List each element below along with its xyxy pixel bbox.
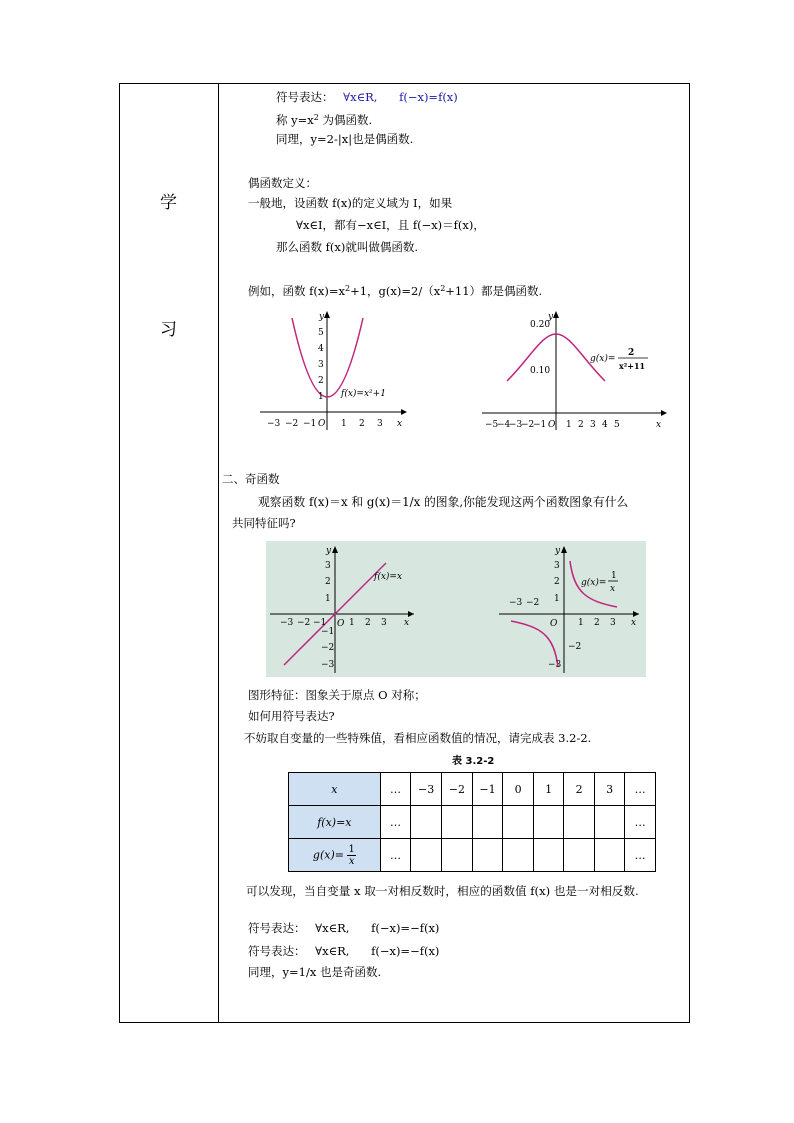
row-header-g: g(x)= $\frac{1}{x}$ — [289, 839, 381, 872]
table-cell[interactable] — [533, 839, 563, 872]
x-tick: −3 — [280, 618, 294, 628]
y-arrow-icon — [553, 311, 559, 318]
table-cell[interactable] — [442, 839, 473, 872]
x-tick: 1 — [341, 419, 347, 429]
x-tick: 4 — [602, 420, 608, 430]
x-tick: 2 — [578, 420, 584, 430]
y-axis-name: y — [326, 546, 332, 556]
even-similarly-line: 同理，y=2-|x|也是偶函数. — [276, 132, 414, 146]
x-tick: −4 — [497, 420, 511, 430]
y-arrow-icon — [332, 546, 338, 553]
odd-similarly-line: 同理，y=1/x 也是奇函数. — [248, 965, 382, 979]
curve-label: g(x)= — [590, 354, 616, 364]
origin-label: O — [318, 419, 326, 429]
graph-parabola — [255, 308, 415, 433]
x-tick: −3 — [509, 420, 523, 430]
symbol-label: 符号表达： — [276, 90, 334, 104]
y-tick: −2 — [321, 643, 335, 653]
y-tick: 2 — [554, 577, 560, 587]
table-cell: … — [380, 839, 411, 872]
table-cell[interactable] — [564, 839, 594, 872]
odd-try-line: 不妨取自变量的一些特殊值，看相应函数值的情况，请完成表 3.2-2. — [244, 731, 592, 745]
y-tick: 3 — [318, 360, 324, 370]
y-tick: 1 — [318, 392, 324, 402]
x-tick: −2 — [526, 598, 540, 608]
table-cell: … — [625, 839, 656, 872]
odd-how-line: 如何用符号表达? — [248, 709, 335, 723]
column-divider — [218, 83, 219, 1023]
table-cell: … — [625, 806, 656, 839]
curve-label: f(x)=x²+1 — [341, 389, 386, 399]
table-caption: 表 3.2-2 — [452, 756, 495, 767]
x-tick: 1 — [578, 618, 584, 628]
y-tick: 4 — [318, 344, 324, 354]
x-axis-name: x — [656, 420, 662, 430]
table-cell: −1 — [472, 773, 503, 806]
y-tick: 0.10 — [530, 366, 551, 376]
even-definition-line1: 一般地，设函数 f(x)的定义域为 I，如果 — [248, 196, 453, 210]
y-axis-name: y — [555, 546, 561, 556]
table-cell: 2 — [564, 773, 594, 806]
y-tick: 3 — [554, 561, 560, 571]
x-tick: 3 — [610, 618, 616, 628]
graph-line — [266, 541, 426, 677]
y-axis-name: y — [319, 312, 325, 322]
symbol-expr-equation: f(−x)=f(x) — [399, 90, 458, 104]
x-tick: −1 — [533, 420, 547, 430]
x-axis-name: x — [631, 618, 637, 628]
y-tick: 1 — [554, 594, 560, 604]
table-cell[interactable] — [442, 806, 473, 839]
y-tick: 2 — [325, 577, 331, 587]
odd-symbol-line2: 符号表达： ∀x∈R, f(−x)=−f(x) — [248, 944, 440, 958]
x-tick: 5 — [614, 420, 620, 430]
value-table — [288, 772, 656, 872]
table-row — [289, 773, 656, 806]
graph-hyperbola — [495, 541, 645, 677]
table-cell[interactable] — [533, 806, 563, 839]
x-axis-name: x — [404, 618, 410, 628]
x-arrow-icon — [633, 611, 639, 617]
table-cell[interactable] — [472, 839, 503, 872]
table-cell[interactable] — [564, 806, 594, 839]
table-cell: 3 — [594, 773, 624, 806]
y-tick: 0.20 — [530, 320, 551, 330]
even-definition-title: 偶函数定义： — [248, 176, 317, 190]
y-axis-name: y — [548, 312, 554, 322]
table-cell[interactable] — [472, 806, 503, 839]
odd-heading: 二、奇函数 — [222, 472, 280, 486]
row-header-x: x — [289, 773, 381, 806]
curve-label-numerator: 1 — [611, 571, 617, 581]
odd-observe-line2: 共同特征吗? — [232, 516, 296, 530]
y-tick: 2 — [318, 376, 324, 386]
y-arrow-icon — [561, 546, 567, 553]
table-cell[interactable] — [411, 806, 442, 839]
curve-label: g(x)= — [581, 578, 607, 588]
x-tick: −1 — [313, 618, 327, 628]
odd-feature-line: 图形特征：图象关于原点 O 对称； — [248, 688, 426, 702]
x-arrow-icon — [661, 410, 667, 416]
x-tick: 1 — [349, 618, 355, 628]
y-tick: −3 — [548, 660, 562, 670]
even-definition-line3: 那么函数 f(x)就叫做偶函数. — [276, 240, 419, 254]
table-cell: −3 — [411, 773, 442, 806]
symbol-expr-quantifier: ∀x∈R, — [343, 90, 378, 104]
table-cell: … — [380, 773, 411, 806]
fraction: $\frac{1}{x}$ — [348, 843, 355, 867]
side-label-study: 学 — [160, 193, 177, 213]
x-tick: −2 — [297, 618, 311, 628]
x-arrow-icon — [401, 409, 407, 415]
even-example-line: 例如，函数 $f(x)=x^2+1$，$g(x)=2/(x^2+11)$都是偶函数. — [248, 284, 543, 298]
even-call-line: 称 $y=x^2$ 为偶函数. — [276, 113, 373, 127]
curve-label-denominator: x — [610, 584, 616, 594]
even-definition-line2: ∀x∈I，都有−x∈I，且 f(−x)＝f(x)， — [296, 218, 485, 232]
side-label-practice: 习 — [160, 320, 177, 340]
x-tick: −2 — [285, 419, 299, 429]
x-tick: −3 — [509, 598, 523, 608]
x-arrow-icon — [408, 611, 414, 617]
y-tick: 1 — [325, 594, 331, 604]
table-cell: … — [625, 773, 656, 806]
table-cell: 0 — [503, 773, 533, 806]
origin-label: O — [550, 619, 558, 629]
x-tick: 3 — [590, 420, 596, 430]
odd-conclusion-line: 可以发现，当自变量 x 取一对相反数时，相应的函数值 f(x) 也是一对相反数. — [246, 884, 639, 898]
table-cell[interactable] — [594, 839, 624, 872]
x-tick: 3 — [381, 618, 387, 628]
y-tick: 3 — [325, 561, 331, 571]
x-tick: −3 — [267, 419, 281, 429]
table-cell[interactable] — [503, 839, 533, 872]
origin-label: O — [337, 619, 345, 629]
x-tick: 2 — [359, 419, 365, 429]
x-tick: 2 — [365, 618, 371, 628]
curve-label-denominator: x²+11 — [619, 361, 646, 371]
table-cell: 1 — [533, 773, 563, 806]
odd-observe-line1: 观察函数 f(x)＝x 和 g(x)＝1/x 的图象,你能发现这两个函数图象有什么 — [258, 495, 629, 509]
x-tick: 2 — [594, 618, 600, 628]
table-cell: −2 — [442, 773, 473, 806]
x-tick: −1 — [303, 419, 317, 429]
graph-bell — [480, 308, 670, 433]
origin-label: O — [548, 420, 556, 430]
x-tick: 3 — [377, 419, 383, 429]
y-tick: −2 — [568, 642, 582, 652]
x-tick: −2 — [521, 420, 535, 430]
y-arrow-icon — [324, 311, 330, 318]
table-cell[interactable] — [411, 839, 442, 872]
curve-label-numerator: 2 — [628, 348, 635, 358]
table-cell[interactable] — [503, 806, 533, 839]
x-axis-name: x — [397, 419, 403, 429]
y-tick: −3 — [321, 660, 335, 670]
even-symbol-line — [276, 90, 458, 104]
table-row — [289, 806, 656, 839]
table-row — [289, 839, 656, 872]
table-cell: … — [380, 806, 411, 839]
odd-symbol-line1: 符号表达： ∀x∈R, f(−x)=−f(x) — [248, 921, 440, 935]
x-tick: 1 — [566, 420, 572, 430]
table-cell[interactable] — [594, 806, 624, 839]
row-header-f: f(x)=x — [289, 806, 381, 839]
curve-label: f(x)=x — [374, 572, 403, 582]
x-tick: −5 — [485, 420, 499, 430]
y-tick: −1 — [321, 627, 335, 637]
y-tick: 5 — [318, 328, 324, 338]
